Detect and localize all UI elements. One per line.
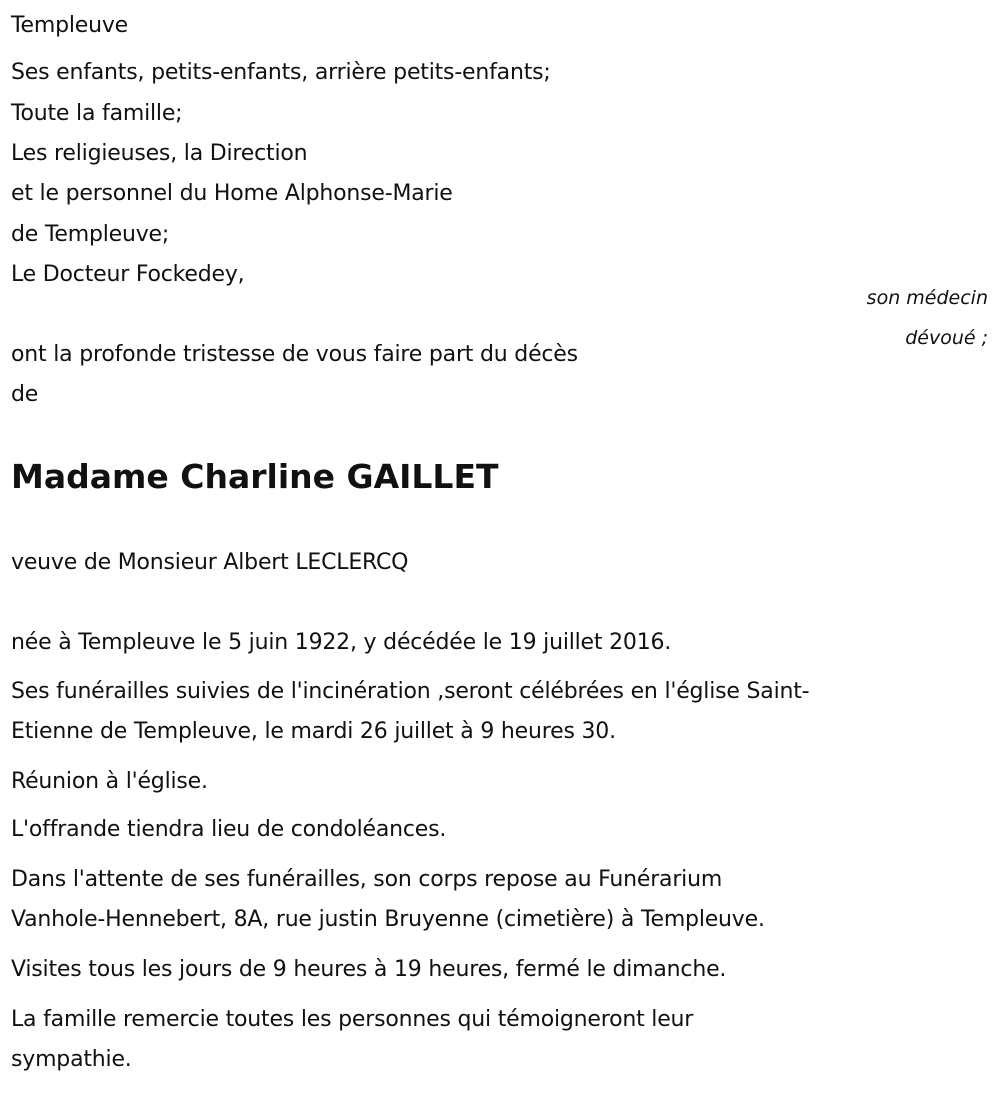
detail-line: sympathie. <box>11 1047 132 1072</box>
detail-line: Dans l'attente de ses funérailles, son corps repose au Funérarium <box>11 867 723 892</box>
mourner-line: Les religieuses, la Direction <box>11 141 308 166</box>
widow-of: veuve de Monsieur Albert LECLERCQ <box>11 550 409 575</box>
detail-line: Réunion à l'église. <box>11 769 208 794</box>
mourner-line: de Templeuve; <box>11 222 170 247</box>
mourner-line: Toute la famille; <box>11 101 183 126</box>
announcement-line: ont la profonde tristesse de vous faire part du décès <box>11 342 578 367</box>
deceased-name: Madame Charline GAILLET <box>11 457 499 496</box>
location: Templeuve <box>11 13 128 38</box>
detail-line: L'offrande tiendra lieu de condoléances. <box>11 817 447 842</box>
announcement-line: de <box>11 382 39 407</box>
doctor-note: dévoué ; <box>905 327 988 349</box>
mourner-line: et le personnel du Home Alphonse-Marie <box>11 181 453 206</box>
detail-line: Vanhole-Hennebert, 8A, rue justin Bruyenne (cimetière) à Templeuve. <box>11 907 765 932</box>
detail-line: Etienne de Templeuve, le mardi 26 juillet à 9 heures 30. <box>11 719 616 744</box>
detail-line: née à Templeuve le 5 juin 1922, y décédée le 19 juillet 2016. <box>11 630 672 655</box>
detail-line: La famille remercie toutes les personnes qui témoigneront leur <box>11 1007 694 1032</box>
doctor-note: son médecin <box>866 287 988 309</box>
detail-line: Ses funérailles suivies de l'incinération ,seront célébrées en l'église Saint- <box>11 679 810 704</box>
detail-line: Visites tous les jours de 9 heures à 19 heures, fermé le dimanche. <box>11 957 727 982</box>
mourner-line: Ses enfants, petits-enfants, arrière petits-enfants; <box>11 60 551 85</box>
mourner-line: Le Docteur Fockedey, <box>11 262 245 287</box>
